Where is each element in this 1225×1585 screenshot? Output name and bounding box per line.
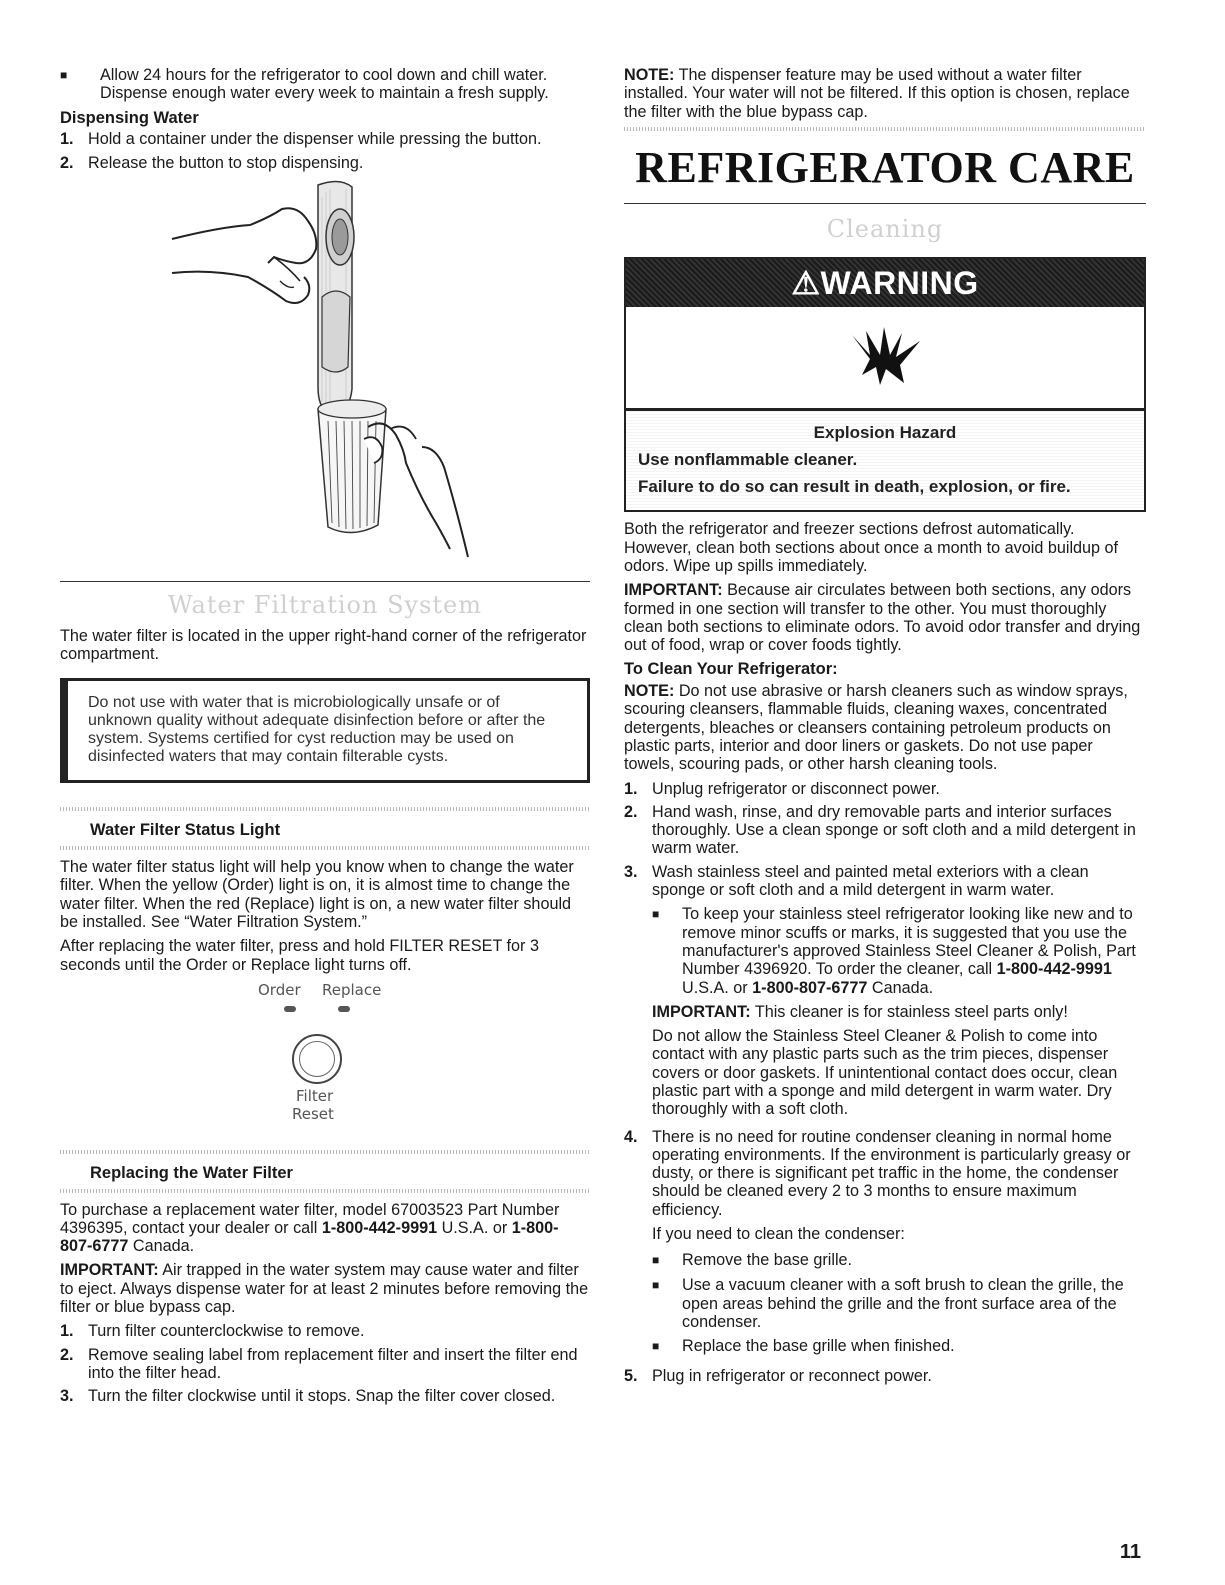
- dispenser-drawing: [60, 177, 590, 569]
- bullet-marker: ■: [652, 1278, 660, 1293]
- important-label: IMPORTANT:: [624, 581, 723, 600]
- step-number: 3.: [624, 862, 638, 881]
- step-4-content: [652, 1128, 1146, 1363]
- step-text: There is no need for routine condenser cleaning in normal home operating environments. If the environment is particularly greasy or dusty, or there is significant pet traffic in the home, the condenser should be cleaned every 2 to 3 months to ensure maximum efficiency.: [652, 1127, 1131, 1219]
- section-rule: [60, 581, 590, 582]
- filtration-text: The water filter is located in the upper right-hand corner of the refrigerator compartment.: [60, 626, 587, 664]
- clean-step-1: [624, 780, 1146, 798]
- note-label: NOTE:: [624, 682, 675, 701]
- filtration-heading: Water Filtration System: [167, 590, 483, 619]
- title-rule: [624, 203, 1146, 204]
- stainless-bullet: [652, 905, 1146, 996]
- step-number: 4.: [624, 1127, 638, 1146]
- step-text: Wash stainless steel and painted metal exteriors with a clean sponge or soft cloth and a mild detergent in warm water.: [652, 862, 1089, 900]
- bullet-text: Use a vacuum cleaner with a soft brush to clean the grille, the open areas behind the grille and the front surface area of the condenser.: [682, 1276, 1124, 1331]
- replacing-important: [60, 1261, 590, 1316]
- step-number: 5.: [624, 1367, 638, 1386]
- bullet-text: Canada.: [867, 978, 934, 997]
- stainless-bullet-text: [682, 905, 1146, 996]
- hazard-title: Explosion Hazard: [813, 422, 957, 442]
- left-column: [60, 66, 590, 1411]
- explosion-symbol: [840, 325, 930, 389]
- replacing-step-1: [60, 1322, 590, 1340]
- bullet-marker: ■: [652, 907, 660, 922]
- order-light-icon: [284, 1006, 296, 1012]
- filter-label: Filter: [296, 1086, 334, 1105]
- step-number: 2.: [60, 153, 74, 172]
- bypass-note: [624, 66, 1146, 121]
- bullet-text: Replace the base grille when finished.: [682, 1337, 955, 1356]
- clean-step-4: [624, 1128, 1146, 1363]
- step-text: Hand wash, rinse, and dry removable parts and interior surfaces thoroughly. Use a clean sponge or soft cloth and a mild detergent in warm water.: [652, 802, 1136, 858]
- intro-bullet: [60, 66, 590, 103]
- step-number: 1.: [60, 1322, 74, 1341]
- note-text: The dispenser feature may be used without a water filter installed. Your water will not be filtered. If this option is chosen, replace the filter with the blue bypass cap.: [624, 66, 1130, 121]
- step-text: Plug in refrigerator or reconnect power.: [652, 1367, 932, 1386]
- dispensing-step-1: [60, 130, 590, 148]
- note-label: NOTE:: [624, 66, 675, 84]
- phone-canada: 1-800-807-6777: [60, 1218, 559, 1256]
- dispensing-heading: Dispensing Water: [60, 108, 199, 127]
- replacing-p1-text: U.S.A. or: [437, 1218, 512, 1237]
- replacing-p1-text: Canada.: [128, 1237, 195, 1256]
- note-text: Do not use abrasive or harsh cleaners such as window sprays, scouring cleansers, flammable fluids, cleaning waxes, concentrated detergents, bleaches or cleansers containing petroleum products on plastic parts, interior and door liners or gaskets. Do not use paper towels, scouring pads, or other harsh cleaning tools.: [624, 682, 1128, 774]
- dotted-rule: [60, 846, 590, 850]
- warning-line-2: Failure to do so can result in death, explosion, or fire.: [638, 477, 1071, 497]
- page-title: REFRIGERATOR CARE: [635, 142, 1135, 192]
- step-text: Unplug refrigerator or disconnect power.: [652, 779, 940, 798]
- phone-us: 1-800-442-9991: [321, 1218, 438, 1237]
- filter-control-panel: [60, 982, 590, 1140]
- explosion-icon: [626, 307, 1144, 411]
- dotted-rule: [60, 807, 590, 811]
- important-stainless: [652, 1003, 1146, 1021]
- warning-box: [624, 257, 1146, 513]
- page-number: 11: [1119, 1541, 1141, 1563]
- step-number: 1.: [60, 130, 74, 149]
- important-odor: [624, 581, 1146, 654]
- status-light-p2: After replacing the water filter, press and hold FILTER RESET for 3 seconds until the Order or Replace light turns off.: [60, 937, 539, 974]
- defrost-paragraph: Both the refrigerator and freezer sections defrost automatically. However, clean both sections about once a month to avoid buildup of odors. Wipe up spills immediately.: [624, 520, 1119, 575]
- intro-bullet-text: Allow 24 hours for the refrigerator to cool down and chill water. Dispense enough water every week to maintain a fresh supply.: [100, 66, 549, 103]
- right-column: [624, 66, 1146, 1391]
- bullet-marker: ■: [652, 1253, 660, 1268]
- clean-heading: To Clean Your Refrigerator:: [624, 660, 838, 679]
- condenser-bullet-2: [652, 1276, 1146, 1331]
- replace-light-icon: [338, 1006, 350, 1012]
- replace-label: Replace: [322, 980, 382, 999]
- replacing-p1-text: To purchase a replacement water filter, model 67003523 Part Number 4396395, contact your dealer or call: [60, 1200, 560, 1237]
- bullet-text: U.S.A. or: [682, 978, 753, 997]
- reset-button-ring: [299, 1041, 335, 1077]
- condenser-intro: If you need to clean the condenser:: [652, 1225, 905, 1244]
- step-text: Turn the filter clockwise until it stops. Snap the filter cover closed.: [88, 1387, 556, 1406]
- dispensing-step-2: [60, 154, 590, 172]
- step-number: 1.: [624, 779, 638, 798]
- dotted-rule: [60, 1189, 590, 1193]
- bullet-marker: ■: [60, 68, 68, 82]
- status-light-p1: The water filter status light will help you know when to change the water filter. When the yellow (Order) light is on, it is almost time to change the water filter. When the red (Replace) light is on, a new water filter should be installed. See “Water Filtration System.”: [60, 858, 574, 931]
- condenser-bullet-3: [652, 1337, 1146, 1356]
- phone-us: 1-800-442-9991: [996, 960, 1112, 979]
- important-text: This cleaner is for stainless steel parts only!: [750, 1002, 1068, 1021]
- warning-line-1: Use nonflammable cleaner.: [638, 449, 858, 469]
- dispenser-illustration: [60, 177, 590, 569]
- bullet-marker: ■: [652, 1339, 660, 1354]
- step-number: 3.: [60, 1387, 74, 1406]
- warning-header: ⚠WARNING: [626, 259, 1144, 307]
- reset-label: Reset: [292, 1104, 334, 1123]
- important-label: IMPORTANT:: [60, 1261, 159, 1280]
- cleaner-note: [624, 682, 1146, 773]
- stainless-warning-text: Do not allow the Stainless Steel Cleaner & Polish to come into contact with any plastic parts such as the trim pieces, dispenser covers or door gaskets. If unintentional contact does occur, clean plastic part with a sponge and mild detergent in warm water. Dry thoroughly with a soft cloth.: [652, 1027, 1118, 1119]
- step-text: Remove sealing label from replacement filter and insert the filter end into the filter head.: [88, 1345, 578, 1382]
- dotted-rule: [60, 1150, 590, 1154]
- filter-reset-button[interactable]: [292, 1034, 342, 1084]
- bullet-text: To keep your stainless steel refrigerator looking like new and to remove minor scuffs or marks, it is suggested that you use the manufacturer's approved Stainless Steel Cleaner & Polish, Part Number 4396920. To order the cleaner, call: [682, 905, 1136, 979]
- step-number: 2.: [624, 802, 638, 821]
- clean-step-5: [624, 1367, 1146, 1385]
- dotted-rule: [624, 127, 1146, 131]
- warning-body: [626, 411, 1144, 511]
- replacing-step-2: [60, 1346, 590, 1383]
- cleaning-heading: Cleaning: [826, 214, 944, 243]
- step-number: 2.: [60, 1345, 74, 1364]
- notice-text: Do not use with water that is microbiologically unsafe or of unknown quality without adequate disinfection before or after the system. Systems certified for cyst reduction may be used on disinfected waters that may contain filterable cysts.: [88, 693, 546, 766]
- status-light-heading: Water Filter Status Light: [90, 821, 281, 840]
- phone-canada: 1-800-807-6777: [752, 978, 868, 997]
- replacing-step-3: [60, 1387, 590, 1405]
- condenser-bullet-1: [652, 1251, 1146, 1270]
- step-text: Release the button to stop dispensing.: [88, 153, 364, 172]
- replacing-p1: [60, 1201, 590, 1256]
- clean-step-3: [624, 863, 1146, 1123]
- clean-step-2: [624, 803, 1146, 858]
- step-text: Turn filter counterclockwise to remove.: [88, 1322, 365, 1341]
- step-3-content: [652, 863, 1146, 1123]
- filtration-notice-box: [60, 678, 590, 784]
- important-text: Air trapped in the water system may cause water and filter to eject. Always dispense water for at least 2 minutes before removing the filter or blue bypass cap.: [60, 1261, 589, 1317]
- replacing-heading: Replacing the Water Filter: [90, 1163, 293, 1182]
- important-label: IMPORTANT:: [652, 1002, 751, 1021]
- bullet-text: Remove the base grille.: [682, 1251, 853, 1270]
- step-text: Hold a container under the dispenser while pressing the button.: [88, 130, 542, 149]
- order-label: Order: [258, 980, 301, 999]
- important-text: Because air circulates between both sections, any odors formed in one section will transfer to the other. You must thoroughly clean both sections to eliminate odors. To avoid odor transfer and drying out of food, wrap or cover foods tightly.: [624, 581, 1141, 655]
